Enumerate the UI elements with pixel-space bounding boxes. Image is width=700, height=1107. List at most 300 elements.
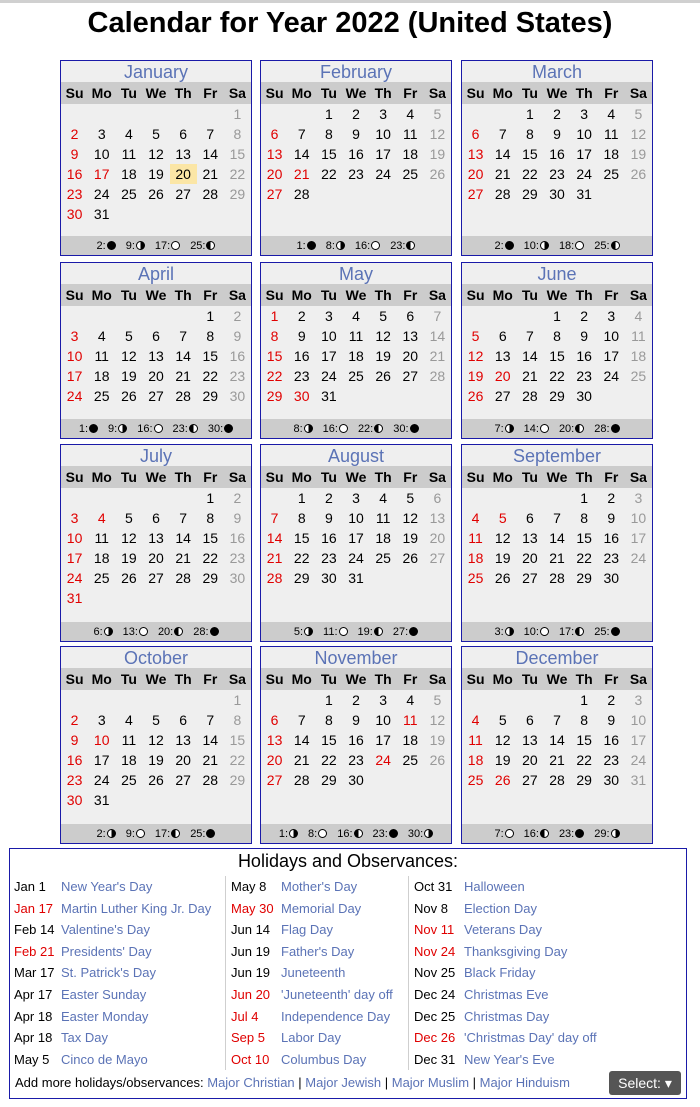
day-cell[interactable]: 19 [148, 166, 164, 182]
day-cell[interactable]: 18 [93, 368, 110, 384]
day-cell[interactable]: 5 [634, 106, 643, 122]
day-cell[interactable]: 1 [324, 106, 333, 122]
day-cell[interactable]: 29 [549, 388, 565, 404]
day-cell[interactable]: 1 [206, 308, 215, 324]
day-cell[interactable]: 2 [553, 106, 561, 122]
day-cell[interactable]: 4 [379, 490, 388, 506]
month-title[interactable]: October [61, 647, 251, 668]
day-cell[interactable]: 10 [93, 732, 110, 748]
day-cell[interactable]: 29 [229, 772, 246, 788]
month-title[interactable]: August [261, 445, 451, 466]
day-cell[interactable]: 25 [93, 570, 110, 586]
day-cell[interactable]: 4 [97, 510, 106, 526]
day-cell[interactable]: 5 [379, 308, 388, 324]
day-cell[interactable]: 21 [266, 550, 283, 566]
day-cell[interactable]: 5 [124, 510, 133, 526]
day-cell[interactable]: 3 [379, 692, 388, 708]
day-cell[interactable]: 17 [93, 166, 110, 182]
day-cell[interactable]: 30 [66, 792, 83, 808]
day-cell[interactable]: 14 [175, 530, 191, 546]
day-cell[interactable]: 21 [293, 752, 310, 768]
day-cell[interactable]: 16 [66, 752, 83, 768]
day-cell[interactable]: 11 [631, 328, 646, 344]
holiday-name-link[interactable]: Easter Monday [61, 1008, 149, 1024]
day-cell[interactable]: 5 [498, 510, 507, 526]
month-title[interactable]: April [61, 263, 251, 284]
day-cell[interactable]: 1 [580, 692, 589, 708]
day-cell[interactable]: 26 [494, 570, 511, 586]
day-cell[interactable]: 6 [179, 712, 188, 728]
day-cell[interactable]: 30 [229, 570, 246, 586]
day-cell[interactable]: 11 [348, 328, 364, 344]
day-cell[interactable]: 9 [297, 328, 306, 344]
holiday-name-link[interactable]: Mother's Day [281, 879, 358, 894]
day-cell[interactable]: 19 [148, 752, 164, 768]
day-cell[interactable]: 7 [297, 126, 306, 142]
day-cell[interactable]: 27 [467, 186, 484, 202]
day-cell[interactable]: 22 [321, 166, 337, 182]
day-cell[interactable]: 25 [630, 368, 647, 384]
day-cell[interactable]: 20 [494, 368, 511, 384]
day-cell[interactable]: 17 [603, 348, 620, 364]
day-cell[interactable]: 6 [152, 510, 160, 526]
day-cell[interactable]: 28 [175, 570, 191, 586]
day-cell[interactable]: 3 [379, 106, 388, 122]
day-cell[interactable]: 9 [324, 510, 333, 526]
day-cell[interactable]: 3 [97, 712, 106, 728]
day-cell[interactable]: 18 [467, 752, 484, 768]
day-cell[interactable]: 16 [603, 732, 620, 748]
day-cell[interactable]: 15 [293, 530, 310, 546]
day-cell[interactable]: 29 [321, 772, 337, 788]
day-cell[interactable]: 21 [175, 550, 191, 566]
day-cell[interactable]: 26 [630, 166, 647, 182]
day-cell[interactable]: 10 [375, 712, 391, 728]
day-cell[interactable]: 15 [549, 348, 565, 364]
day-cell[interactable]: 8 [525, 126, 534, 142]
day-cell[interactable]: 15 [576, 732, 592, 748]
day-cell[interactable]: 10 [348, 510, 364, 526]
day-cell[interactable]: 17 [630, 530, 647, 546]
holiday-name-link[interactable]: Tax Day [61, 1030, 108, 1046]
day-cell[interactable]: 29 [266, 388, 283, 404]
day-cell[interactable]: 26 [121, 570, 137, 586]
day-cell[interactable]: 1 [233, 692, 242, 708]
day-cell[interactable]: 11 [403, 712, 418, 728]
day-cell[interactable]: 17 [93, 752, 110, 768]
day-cell[interactable]: 2 [233, 308, 242, 324]
day-cell[interactable]: 16 [66, 166, 83, 182]
day-cell[interactable]: 18 [402, 146, 419, 162]
day-cell[interactable]: 22 [321, 752, 337, 768]
day-cell[interactable]: 21 [175, 368, 191, 384]
day-cell[interactable]: 15 [229, 732, 246, 748]
month-title[interactable]: December [462, 647, 652, 668]
holiday-name-link[interactable]: St. Patrick's Day [61, 965, 156, 981]
day-cell[interactable]: 24 [375, 752, 391, 768]
day-cell[interactable]: 24 [93, 186, 110, 202]
day-cell[interactable]: 23 [576, 368, 592, 384]
day-cell[interactable]: 9 [352, 126, 360, 142]
day-cell[interactable]: 13 [467, 146, 484, 162]
day-cell[interactable]: 25 [467, 570, 484, 586]
day-cell[interactable]: 25 [603, 166, 620, 182]
day-cell[interactable]: 13 [494, 348, 511, 364]
day-cell[interactable]: 31 [93, 792, 110, 808]
day-cell[interactable]: 5 [152, 126, 160, 142]
holiday-name-link[interactable]: Memorial Day [281, 900, 362, 916]
day-cell[interactable]: 22 [202, 368, 219, 384]
day-cell[interactable]: 23 [603, 550, 620, 566]
day-cell[interactable]: 8 [233, 126, 242, 142]
day-cell[interactable]: 28 [293, 186, 310, 202]
day-cell[interactable]: 23 [66, 772, 83, 788]
day-cell[interactable]: 29 [576, 570, 592, 586]
holiday-name-link[interactable]: Flag Day [281, 922, 334, 938]
day-cell[interactable]: 4 [352, 308, 360, 324]
day-cell[interactable]: 26 [375, 368, 391, 384]
day-cell[interactable]: 6 [525, 510, 534, 526]
day-cell[interactable]: 28 [202, 772, 219, 788]
day-cell[interactable]: 14 [549, 732, 565, 748]
day-cell[interactable]: 27 [148, 388, 164, 404]
day-cell[interactable]: 3 [324, 308, 333, 324]
day-cell[interactable]: 26 [429, 166, 446, 182]
day-cell[interactable]: 12 [402, 510, 419, 526]
day-cell[interactable]: 24 [630, 752, 647, 768]
day-cell[interactable]: 2 [352, 692, 360, 708]
day-cell[interactable]: 27 [266, 772, 283, 788]
day-cell[interactable]: 1 [297, 490, 306, 506]
holiday-name-link[interactable]: Presidents' Day [61, 943, 152, 959]
holiday-name-link[interactable]: Easter Sunday [61, 986, 147, 1002]
day-cell[interactable]: 28 [293, 772, 310, 788]
day-cell[interactable]: 8 [324, 712, 333, 728]
day-cell[interactable]: 4 [607, 106, 616, 122]
day-cell[interactable]: 10 [375, 126, 391, 142]
day-cell[interactable]: 14 [266, 530, 283, 546]
holiday-name-link[interactable]: Father's Day [281, 943, 355, 959]
day-cell[interactable]: 22 [202, 550, 219, 566]
day-cell[interactable]: 16 [348, 732, 364, 748]
day-cell[interactable]: 1 [270, 308, 279, 324]
day-cell[interactable]: 18 [348, 348, 364, 364]
day-cell[interactable]: 30 [549, 186, 565, 202]
day-cell[interactable]: 13 [148, 348, 164, 364]
day-cell[interactable]: 3 [634, 490, 643, 506]
day-cell[interactable]: 28 [175, 388, 191, 404]
day-cell[interactable]: 19 [121, 368, 137, 384]
day-cell[interactable]: 19 [467, 368, 484, 384]
day-cell[interactable]: 2 [607, 692, 616, 708]
day-cell[interactable]: 15 [202, 348, 219, 364]
day-cell[interactable]: 30 [66, 206, 83, 222]
day-cell[interactable]: 11 [468, 530, 483, 546]
day-cell[interactable]: 17 [321, 348, 337, 364]
day-cell[interactable]: 13 [522, 530, 538, 546]
day-cell[interactable]: 7 [498, 126, 507, 142]
day-cell[interactable]: 5 [433, 692, 442, 708]
day-cell[interactable]: 11 [94, 348, 109, 364]
holiday-name-link[interactable]: Election Day [464, 900, 537, 916]
day-cell[interactable]: 19 [494, 752, 511, 768]
day-cell[interactable]: 6 [433, 490, 442, 506]
day-cell[interactable]: 21 [549, 550, 565, 566]
day-cell[interactable]: 14 [494, 146, 511, 162]
day-cell[interactable]: 24 [375, 166, 391, 182]
day-cell[interactable]: 30 [348, 772, 364, 788]
day-cell[interactable]: 25 [467, 772, 484, 788]
day-cell[interactable]: 6 [270, 712, 279, 728]
day-cell[interactable]: 24 [66, 570, 83, 586]
day-cell[interactable]: 24 [603, 368, 620, 384]
day-cell[interactable]: 23 [293, 368, 310, 384]
day-cell[interactable]: 7 [525, 328, 534, 344]
day-cell[interactable]: 15 [576, 530, 592, 546]
day-cell[interactable]: 3 [607, 308, 616, 324]
day-cell[interactable]: 7 [297, 712, 306, 728]
day-cell[interactable]: 23 [549, 166, 565, 182]
day-cell[interactable]: 3 [634, 692, 643, 708]
day-cell[interactable]: 28 [429, 368, 446, 384]
day-cell[interactable]: 12 [148, 146, 164, 162]
holiday-name-link[interactable]: Black Friday [464, 965, 536, 981]
day-cell[interactable]: 23 [66, 186, 83, 202]
day-cell[interactable]: 9 [233, 328, 242, 344]
day-cell[interactable]: 28 [549, 570, 565, 586]
day-cell[interactable]: 8 [580, 712, 589, 728]
month-title[interactable]: February [261, 61, 451, 82]
category-link[interactable]: Major Muslim [391, 1075, 470, 1090]
day-cell[interactable]: 25 [348, 368, 364, 384]
day-cell[interactable]: 27 [148, 570, 164, 586]
day-cell[interactable]: 13 [266, 146, 283, 162]
day-cell[interactable]: 22 [522, 166, 538, 182]
day-cell[interactable]: 10 [66, 348, 83, 364]
day-cell[interactable]: 30 [576, 388, 592, 404]
day-cell[interactable]: 31 [348, 570, 364, 586]
day-cell[interactable]: 5 [152, 712, 160, 728]
day-cell[interactable]: 1 [580, 490, 589, 506]
day-cell[interactable]: 5 [471, 328, 480, 344]
day-cell[interactable]: 22 [266, 368, 283, 384]
day-cell[interactable]: 13 [522, 732, 538, 748]
day-cell[interactable]: 18 [467, 550, 484, 566]
day-cell[interactable]: 31 [66, 590, 83, 606]
day-cell[interactable]: 29 [293, 570, 310, 586]
holiday-name-link[interactable]: Juneteenth [281, 965, 346, 981]
day-cell[interactable]: 28 [202, 186, 219, 202]
day-cell[interactable]: 12 [121, 530, 137, 546]
day-cell[interactable]: 19 [630, 146, 647, 162]
holiday-name-link[interactable]: Martin Luther King Jr. Day [61, 900, 212, 916]
day-cell[interactable]: 16 [229, 530, 246, 546]
day-cell[interactable]: 27 [522, 772, 538, 788]
month-title[interactable]: May [261, 263, 451, 284]
day-cell[interactable]: 30 [603, 570, 620, 586]
day-cell[interactable]: 28 [494, 186, 511, 202]
day-cell[interactable]: 6 [406, 308, 415, 324]
day-cell[interactable]: 30 [603, 772, 620, 788]
day-cell[interactable]: 23 [321, 550, 337, 566]
holiday-name-link[interactable]: Veterans Day [464, 922, 543, 938]
day-cell[interactable]: 24 [66, 388, 83, 404]
day-cell[interactable]: 19 [429, 146, 446, 162]
day-cell[interactable]: 12 [494, 530, 511, 546]
day-cell[interactable]: 12 [429, 126, 446, 142]
day-cell[interactable]: 25 [93, 388, 110, 404]
day-cell[interactable]: 2 [324, 490, 333, 506]
day-cell[interactable]: 29 [202, 570, 219, 586]
day-cell[interactable]: 26 [467, 388, 484, 404]
day-cell[interactable]: 14 [429, 328, 446, 344]
day-cell[interactable]: 21 [549, 752, 565, 768]
day-cell[interactable]: 6 [471, 126, 480, 142]
day-cell[interactable]: 8 [297, 510, 306, 526]
holiday-name-link[interactable]: Christmas Day [464, 1008, 550, 1024]
day-cell[interactable]: 24 [348, 550, 364, 566]
day-cell[interactable]: 2 [297, 308, 306, 324]
day-cell[interactable]: 8 [324, 126, 333, 142]
day-cell[interactable]: 9 [70, 146, 79, 162]
day-cell[interactable]: 24 [93, 772, 110, 788]
day-cell[interactable]: 4 [471, 712, 480, 728]
day-cell[interactable]: 3 [352, 490, 360, 506]
day-cell[interactable]: 12 [630, 126, 647, 142]
day-cell[interactable]: 16 [229, 348, 246, 364]
holiday-name-link[interactable]: Thanksgiving Day [464, 943, 568, 959]
select-button[interactable] [609, 1071, 681, 1095]
day-cell[interactable]: 17 [348, 530, 364, 546]
day-cell[interactable]: 13 [175, 146, 191, 162]
day-cell[interactable]: 20 [429, 530, 446, 546]
day-cell[interactable]: 25 [402, 166, 419, 182]
day-cell[interactable]: 15 [522, 146, 538, 162]
day-cell[interactable]: 7 [206, 712, 215, 728]
day-cell[interactable]: 18 [121, 752, 137, 768]
day-cell[interactable]: 8 [206, 510, 215, 526]
day-cell[interactable]: 14 [202, 732, 219, 748]
day-cell[interactable]: 17 [375, 732, 391, 748]
day-cell[interactable]: 5 [433, 106, 442, 122]
day-cell[interactable]: 12 [148, 732, 164, 748]
day-cell[interactable]: 27 [429, 550, 446, 566]
day-cell[interactable]: 28 [522, 388, 538, 404]
category-link[interactable]: Major Hinduism [479, 1075, 570, 1090]
day-cell[interactable]: 26 [402, 550, 419, 566]
day-cell[interactable]: 2 [233, 490, 242, 506]
day-cell[interactable]: 19 [494, 550, 511, 566]
day-cell[interactable]: 25 [402, 752, 419, 768]
month-title[interactable]: January [61, 61, 251, 82]
day-cell[interactable]: 31 [576, 186, 592, 202]
day-cell[interactable]: 4 [634, 308, 643, 324]
day-cell[interactable]: 18 [402, 732, 419, 748]
day-cell[interactable]: 14 [522, 348, 538, 364]
day-cell[interactable]: 12 [375, 328, 391, 344]
day-cell[interactable]: 19 [375, 348, 391, 364]
day-cell[interactable]: 9 [553, 126, 561, 142]
day-cell[interactable]: 3 [97, 126, 106, 142]
day-cell[interactable]: 19 [402, 530, 419, 546]
day-cell[interactable]: 21 [494, 166, 511, 182]
day-cell[interactable]: 16 [321, 530, 337, 546]
day-cell[interactable]: 8 [580, 510, 589, 526]
day-cell[interactable]: 10 [576, 126, 592, 142]
day-cell[interactable]: 22 [229, 166, 246, 182]
day-cell[interactable]: 6 [498, 328, 507, 344]
day-cell[interactable]: 14 [202, 146, 219, 162]
day-cell[interactable]: 23 [348, 166, 364, 182]
day-cell[interactable]: 31 [630, 772, 647, 788]
day-cell[interactable]: 26 [429, 752, 446, 768]
day-cell[interactable]: 11 [403, 126, 418, 142]
day-cell[interactable]: 16 [293, 348, 310, 364]
day-cell[interactable]: 4 [406, 106, 415, 122]
day-cell[interactable]: 11 [94, 530, 109, 546]
day-cell[interactable]: 28 [549, 772, 565, 788]
day-cell[interactable]: 13 [429, 510, 446, 526]
day-cell[interactable]: 19 [429, 732, 446, 748]
day-cell[interactable]: 20 [266, 752, 283, 768]
day-cell[interactable]: 14 [293, 146, 310, 162]
day-cell[interactable]: 11 [121, 732, 137, 748]
day-cell[interactable]: 4 [471, 510, 480, 526]
day-cell[interactable]: 1 [553, 308, 561, 324]
day-cell[interactable]: 9 [607, 510, 616, 526]
day-cell[interactable]: 7 [433, 308, 442, 324]
day-cell[interactable]: 10 [321, 328, 337, 344]
day-cell[interactable]: 20 [467, 166, 484, 182]
day-cell[interactable]: 20 [148, 368, 164, 384]
holiday-name-link[interactable]: 'Juneteenth' day off [281, 986, 393, 1002]
day-cell[interactable]: 12 [429, 712, 446, 728]
day-cell[interactable]: 18 [603, 146, 620, 162]
day-cell[interactable]: 31 [321, 388, 337, 404]
day-cell[interactable]: 10 [66, 530, 83, 546]
day-cell[interactable]: 24 [576, 166, 592, 182]
day-cell[interactable]: 20 [402, 348, 419, 364]
day-cell[interactable]: 17 [66, 368, 83, 384]
day-cell[interactable]: 2 [580, 308, 589, 324]
day-cell[interactable]: 7 [179, 328, 188, 344]
month-title[interactable]: March [462, 61, 652, 82]
day-cell[interactable]: 4 [406, 692, 415, 708]
day-cell[interactable]: 29 [522, 186, 538, 202]
day-cell[interactable]: 7 [553, 712, 561, 728]
day-cell[interactable]: 9 [607, 712, 616, 728]
day-cell[interactable]: 18 [93, 550, 110, 566]
day-cell[interactable]: 17 [630, 732, 647, 748]
day-cell[interactable]: 6 [270, 126, 279, 142]
day-cell[interactable]: 8 [233, 712, 242, 728]
day-cell[interactable]: 20 [522, 550, 538, 566]
day-cell[interactable]: 2 [352, 106, 360, 122]
day-cell[interactable]: 6 [152, 328, 160, 344]
day-cell[interactable]: 29 [229, 186, 246, 202]
day-cell[interactable]: 20 [175, 752, 191, 768]
day-cell[interactable]: 16 [348, 146, 364, 162]
day-cell[interactable]: 23 [229, 368, 246, 384]
day-cell[interactable]: 9 [580, 328, 589, 344]
day-cell[interactable]: 14 [175, 348, 191, 364]
day-cell[interactable]: 21 [202, 752, 219, 768]
day-cell[interactable]: 25 [375, 550, 391, 566]
day-cell[interactable]: 25 [121, 772, 137, 788]
day-cell[interactable]: 14 [293, 732, 310, 748]
day-cell[interactable]: 27 [266, 186, 283, 202]
day-cell[interactable]: 28 [266, 570, 283, 586]
